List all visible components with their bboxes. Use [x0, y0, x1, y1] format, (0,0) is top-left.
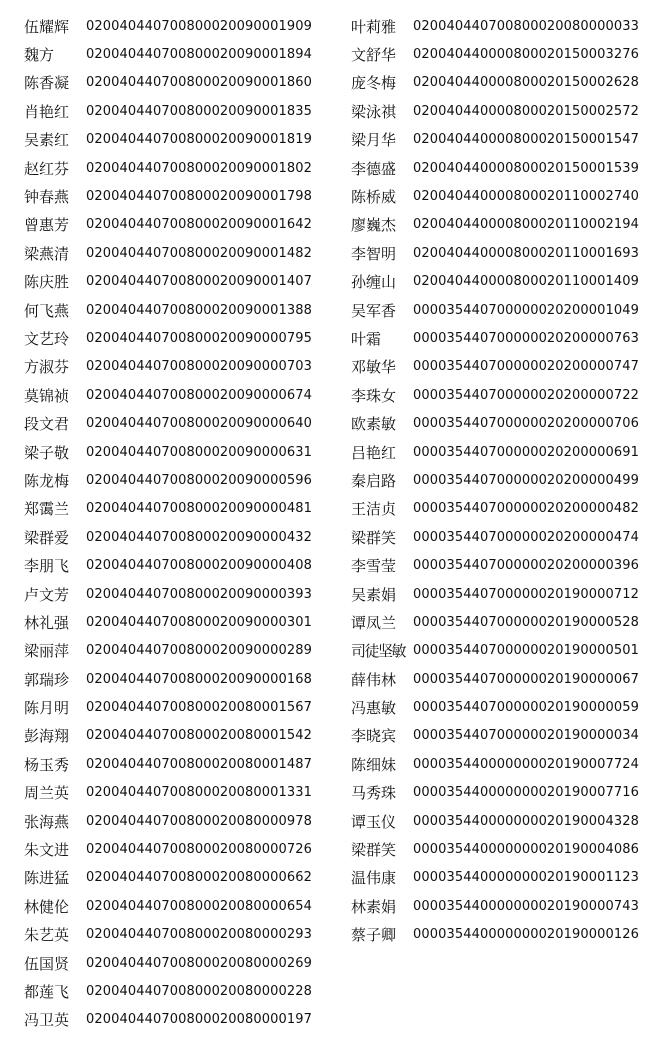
list-item	[351, 97, 641, 125]
id-number: 000035440000000020190007724	[413, 756, 640, 772]
id-number: 000035440700000020200001049	[413, 302, 640, 318]
list-item	[24, 750, 324, 778]
id-number: 000035440000000020190000126	[413, 927, 640, 943]
list-item	[24, 69, 324, 97]
id-number: 000035440000000020190001123	[413, 870, 640, 886]
list-item	[351, 580, 641, 608]
list-item	[24, 977, 324, 1005]
id-number: 020040440700800020090000393	[86, 586, 313, 602]
list-item	[351, 693, 641, 721]
person-name: 陈香凝	[24, 74, 70, 93]
list-item	[24, 608, 324, 636]
id-number: 020040440700800020080000978	[86, 813, 313, 829]
person-name: 吴素红	[24, 131, 70, 150]
list-item	[351, 722, 641, 750]
list-item	[351, 296, 641, 324]
person-name: 方淑芬	[24, 358, 70, 377]
list-item	[351, 353, 641, 381]
person-name: 林素娟	[351, 897, 397, 916]
list-item	[24, 97, 324, 125]
id-number: 020040440700800020090001482	[86, 245, 313, 261]
person-name: 李智明	[351, 244, 397, 263]
person-name: 梁群笑	[351, 841, 397, 860]
list-item	[351, 750, 641, 778]
id-number: 000035440700000020200000396	[413, 558, 640, 574]
list-item	[351, 835, 641, 863]
person-name: 赵红芬	[24, 159, 70, 178]
person-name: 段文君	[24, 415, 70, 434]
id-number: 000035440700000020200000763	[413, 330, 640, 346]
list-item	[24, 921, 324, 949]
list-item	[24, 665, 324, 693]
id-number: 020040440700800020080000662	[86, 870, 313, 886]
person-name: 文舒华	[351, 46, 397, 65]
id-number: 000035440700000020200000482	[413, 501, 640, 517]
id-number: 000035440000000020190004328	[413, 813, 640, 829]
list-item	[351, 126, 641, 154]
person-name: 朱文进	[24, 841, 70, 860]
person-name: 梁燕清	[24, 244, 70, 263]
person-name: 蔡子卿	[351, 926, 397, 945]
list-item	[24, 892, 324, 920]
list-item	[351, 807, 641, 835]
list-item	[351, 381, 641, 409]
person-name: 梁丽萍	[24, 642, 70, 661]
id-number: 020040440700800020090001798	[86, 189, 313, 205]
list-item	[351, 154, 641, 182]
person-name: 林礼强	[24, 613, 70, 632]
person-name: 林健伦	[24, 897, 70, 916]
person-name: 杨玉秀	[24, 755, 70, 774]
id-number: 020040440700800020080000269	[86, 955, 313, 971]
person-name: 司徒坚敏	[351, 642, 406, 661]
id-number: 020040440700800020090001894	[86, 47, 313, 63]
person-name: 谭玉仪	[351, 812, 397, 831]
right-column	[351, 12, 641, 949]
id-number: 020040440700800020090000301	[86, 614, 313, 630]
list-item	[24, 381, 324, 409]
person-name: 叶霜	[351, 329, 382, 348]
person-name: 魏方	[24, 46, 55, 65]
list-item	[351, 324, 641, 352]
person-name: 陈庆胜	[24, 273, 70, 292]
list-item	[24, 239, 324, 267]
person-name: 李德盛	[351, 159, 397, 178]
id-number: 020040440700800020080001487	[86, 756, 313, 772]
id-number: 020040440000800020150002572	[413, 103, 640, 119]
list-item	[24, 466, 324, 494]
list-item	[24, 779, 324, 807]
id-number: 000035440700000020190000501	[413, 643, 640, 659]
list-item	[351, 466, 641, 494]
id-number: 020040440700800020090001909	[86, 18, 313, 34]
list-item	[24, 523, 324, 551]
id-number: 000035440700000020200000499	[413, 472, 640, 488]
person-name: 陈桥威	[351, 188, 397, 207]
left-column	[24, 12, 324, 1034]
id-number: 020040440000800020110002194	[413, 217, 640, 233]
list-item	[24, 807, 324, 835]
id-number: 020040440700800020090001407	[86, 274, 313, 290]
id-number: 020040440700800020090000703	[86, 359, 313, 375]
person-name: 伍耀辉	[24, 17, 70, 36]
person-name: 陈月明	[24, 699, 70, 718]
list-item	[351, 409, 641, 437]
id-number: 020040440700800020090001802	[86, 160, 313, 176]
id-number: 020040440700800020080000726	[86, 842, 313, 858]
id-number: 020040440000800020150001539	[413, 160, 640, 176]
person-name: 马秀珠	[351, 784, 397, 803]
list-item	[24, 551, 324, 579]
person-name: 文艺玲	[24, 329, 70, 348]
id-number: 020040440700800020080001542	[86, 728, 313, 744]
id-number: 020040440700800020090001388	[86, 302, 313, 318]
list-item	[351, 892, 641, 920]
list-item	[351, 921, 641, 949]
list-item	[24, 268, 324, 296]
person-name: 秦启路	[351, 471, 397, 490]
list-item	[24, 12, 324, 40]
id-number: 020040440000800020110001693	[413, 245, 640, 261]
id-number: 020040440700800020090000795	[86, 330, 313, 346]
person-name: 郭瑞珍	[24, 670, 70, 689]
person-name: 肖艳红	[24, 102, 70, 121]
id-number: 020040440700800020090000168	[86, 671, 313, 687]
list-item	[24, 835, 324, 863]
id-number: 020040440700800020090000432	[86, 529, 313, 545]
list-item	[351, 608, 641, 636]
person-name: 朱艺英	[24, 926, 70, 945]
list-item	[351, 211, 641, 239]
id-number: 020040440700800020090000674	[86, 387, 313, 403]
id-number: 020040440700800020090000481	[86, 501, 313, 517]
person-name: 吕艳红	[351, 443, 397, 462]
id-number: 020040440700800020080000033	[413, 18, 640, 34]
list-item	[24, 409, 324, 437]
person-name: 陈龙梅	[24, 471, 70, 490]
id-number: 000035440700000020190000712	[413, 586, 640, 602]
person-name: 都莲飞	[24, 982, 70, 1001]
id-number: 020040440700800020090000631	[86, 444, 313, 460]
id-number: 020040440700800020080000293	[86, 927, 313, 943]
list-item	[24, 864, 324, 892]
id-number: 000035440000000020190004086	[413, 842, 640, 858]
list-item	[351, 523, 641, 551]
id-number: 020040440700800020090001642	[86, 217, 313, 233]
person-name: 卢文芳	[24, 585, 70, 604]
person-name: 邓敏华	[351, 358, 397, 377]
person-name: 吴素娟	[351, 585, 397, 604]
person-name: 李晓宾	[351, 727, 397, 746]
id-number: 000035440700000020190000528	[413, 614, 640, 630]
list-item	[351, 665, 641, 693]
list-item	[24, 1006, 324, 1034]
person-name: 彭海翔	[24, 727, 70, 746]
person-name: 李雪莹	[351, 557, 397, 576]
list-item	[24, 154, 324, 182]
id-number: 020040440000800020110001409	[413, 274, 640, 290]
person-name: 吴军香	[351, 301, 397, 320]
person-name: 廖巍杰	[351, 216, 397, 235]
id-number: 000035440700000020200000722	[413, 387, 640, 403]
list-item	[351, 239, 641, 267]
list-item	[24, 296, 324, 324]
list-item	[351, 438, 641, 466]
list-item	[24, 211, 324, 239]
id-number: 000035440000000020190000743	[413, 898, 640, 914]
list-item	[351, 637, 641, 665]
list-item	[24, 637, 324, 665]
list-item	[24, 580, 324, 608]
list-item	[351, 495, 641, 523]
list-item	[24, 40, 324, 68]
list-item	[351, 864, 641, 892]
id-number: 020040440700800020090001819	[86, 132, 313, 148]
person-name: 薛伟林	[351, 670, 397, 689]
person-name: 张海燕	[24, 812, 70, 831]
list-item	[24, 949, 324, 977]
id-number: 020040440700800020090000596	[86, 472, 313, 488]
person-name: 钟春燕	[24, 188, 70, 207]
list-item	[24, 722, 324, 750]
person-name: 郑霭兰	[24, 500, 70, 519]
list-item	[24, 182, 324, 210]
person-name: 叶莉雅	[351, 17, 397, 36]
list-item	[24, 353, 324, 381]
list-item	[351, 779, 641, 807]
person-name: 梁群爱	[24, 528, 70, 547]
list-item	[24, 693, 324, 721]
id-number: 000035440000000020190007716	[413, 785, 640, 801]
list-item	[351, 551, 641, 579]
id-number: 000035440700000020190000067	[413, 671, 640, 687]
id-number: 000035440700000020200000691	[413, 444, 640, 460]
id-number: 020040440700800020080001331	[86, 785, 313, 801]
list-item	[351, 268, 641, 296]
id-number: 020040440700800020080000228	[86, 983, 313, 999]
person-name: 周兰英	[24, 784, 70, 803]
person-name: 谭凤兰	[351, 613, 397, 632]
list-item	[351, 69, 641, 97]
list-item	[24, 126, 324, 154]
person-name: 温伟康	[351, 869, 397, 888]
person-name: 冯卫英	[24, 1011, 70, 1030]
person-name: 梁子敬	[24, 443, 70, 462]
list-item	[24, 438, 324, 466]
id-number: 020040440700800020080000654	[86, 898, 313, 914]
person-name: 冯惠敏	[351, 699, 397, 718]
list-item	[351, 12, 641, 40]
id-number: 000035440700000020200000747	[413, 359, 640, 375]
person-name: 孙缠山	[351, 273, 397, 292]
id-number: 020040440000800020150003276	[413, 47, 640, 63]
person-name: 伍国贤	[24, 954, 70, 973]
id-number: 020040440700800020090001860	[86, 75, 313, 91]
id-number: 000035440700000020190000034	[413, 728, 640, 744]
list-item	[24, 495, 324, 523]
id-number: 020040440700800020090000289	[86, 643, 313, 659]
id-number: 020040440000800020110002740	[413, 189, 640, 205]
list-item	[24, 324, 324, 352]
id-number: 020040440700800020080001567	[86, 700, 313, 716]
id-number: 020040440700800020080000197	[86, 1012, 313, 1028]
id-number: 020040440000800020150001547	[413, 132, 640, 148]
person-name: 欧素敏	[351, 415, 397, 434]
person-name: 陈细妹	[351, 755, 397, 774]
id-number: 020040440000800020150002628	[413, 75, 640, 91]
list-item	[351, 182, 641, 210]
list-item	[351, 40, 641, 68]
person-name: 莫锦祯	[24, 386, 70, 405]
person-name: 李珠女	[351, 386, 397, 405]
person-name: 王洁贞	[351, 500, 397, 519]
person-name: 梁群笑	[351, 528, 397, 547]
person-name: 何飞燕	[24, 301, 70, 320]
person-name: 庞冬梅	[351, 74, 397, 93]
id-number: 020040440700800020090001835	[86, 103, 313, 119]
id-number: 020040440700800020090000640	[86, 416, 313, 432]
person-name: 梁泳祺	[351, 102, 397, 121]
person-name: 陈进猛	[24, 869, 70, 888]
person-name: 曾惠芳	[24, 216, 70, 235]
id-number: 000035440700000020200000706	[413, 416, 640, 432]
id-number: 000035440700000020200000474	[413, 529, 640, 545]
person-name: 李朋飞	[24, 557, 70, 576]
id-number: 020040440700800020090000408	[86, 558, 313, 574]
id-number: 000035440700000020190000059	[413, 700, 640, 716]
person-name: 梁月华	[351, 131, 397, 150]
